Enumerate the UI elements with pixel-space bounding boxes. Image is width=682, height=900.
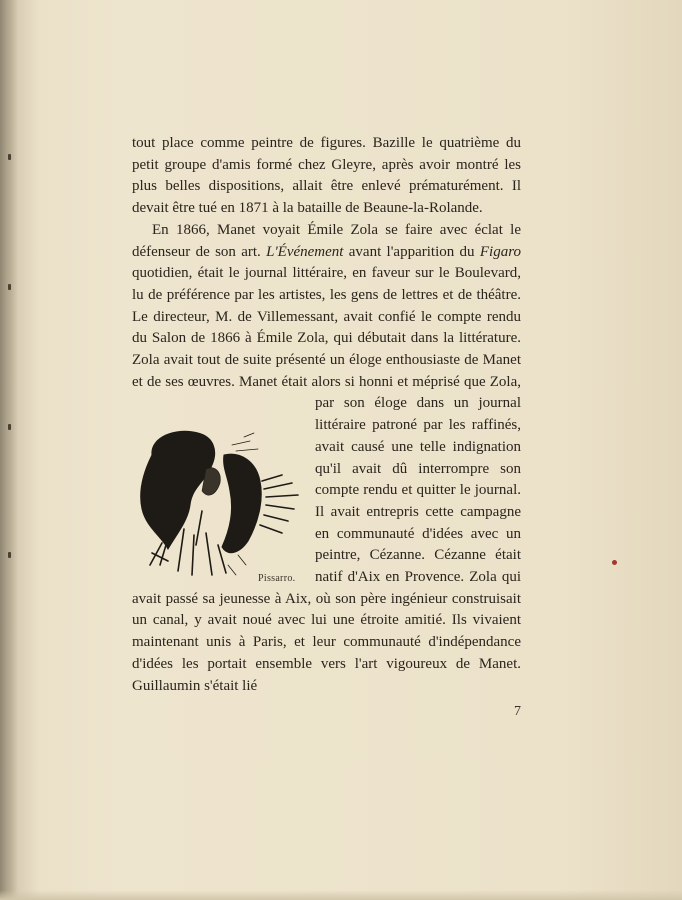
paragraph-2-text: par son éloge dans un journal littéraire patroné par les raffinés, avait causé une telle indignation qu'il avait dû interrompre son compte rendu et quitter le journal. Il avait entrepris cette campagne en communauté d'idées avec un peintre, Cézanne. Cézanne était natif d'Aix en Provence. Zola qui avait passé sa jeunesse à Aix, où son père ingénieur construisait un canal, y avait noué avec lui une étroite amitié. Ils vivaient maintenant unis à Paris, et leur communauté d'indépendance d'idées les portait ensemble vers l'art vigoureux de Manet. Guillaumin s'était lié: [132, 395, 521, 694]
paragraph-2-text: avant l'apparition du: [343, 243, 480, 260]
margin-mark: [8, 424, 11, 430]
journal-title-figaro: Figaro: [479, 243, 521, 260]
pissarro-portrait-sketch-icon: [132, 425, 304, 585]
margin-mark: [8, 154, 11, 160]
pissarro-figure: [132, 425, 312, 605]
margin-mark: [8, 284, 11, 290]
figure-caption: Pissarro.: [258, 573, 296, 584]
page-number: 7: [514, 704, 521, 719]
body-text: [132, 133, 521, 697]
paragraph-2-text: En 1866, Manet voyait Émile Zola se faire avec éclat le défenseur de son art.: [132, 221, 521, 260]
paragraph-1: tout place comme peintre de figures. Bazille le quatrième du petit groupe d'amis formé chez Gleyre, après avoir montré les plus belles dispositions, allait être enlevé prématurément. Il devait être tué en 1871 à la bataille de Beaune-la-Rolande.: [132, 135, 521, 217]
paragraph-2-text: quotidien, était le journal littéraire, en faveur sur le Boulevard, lu de préférence par les artistes, les gens de lettres et de théâtre. Le directeur, M. de Villemessant, avait confié le compte rendu du Salon de 1866 à Émile Zola, qui débutait dans la littérature. Zola avait tout de suite présenté un éloge enthousiaste de Manet et de ses œuvres. Manet était alors si honni et méprisé que Zola,: [132, 265, 521, 390]
binding-gutter: [0, 0, 18, 900]
page-bottom-edge: [0, 890, 682, 900]
journal-title-evenement: L'Événement: [266, 243, 344, 260]
ink-spot: [612, 560, 617, 565]
margin-mark: [8, 552, 11, 558]
